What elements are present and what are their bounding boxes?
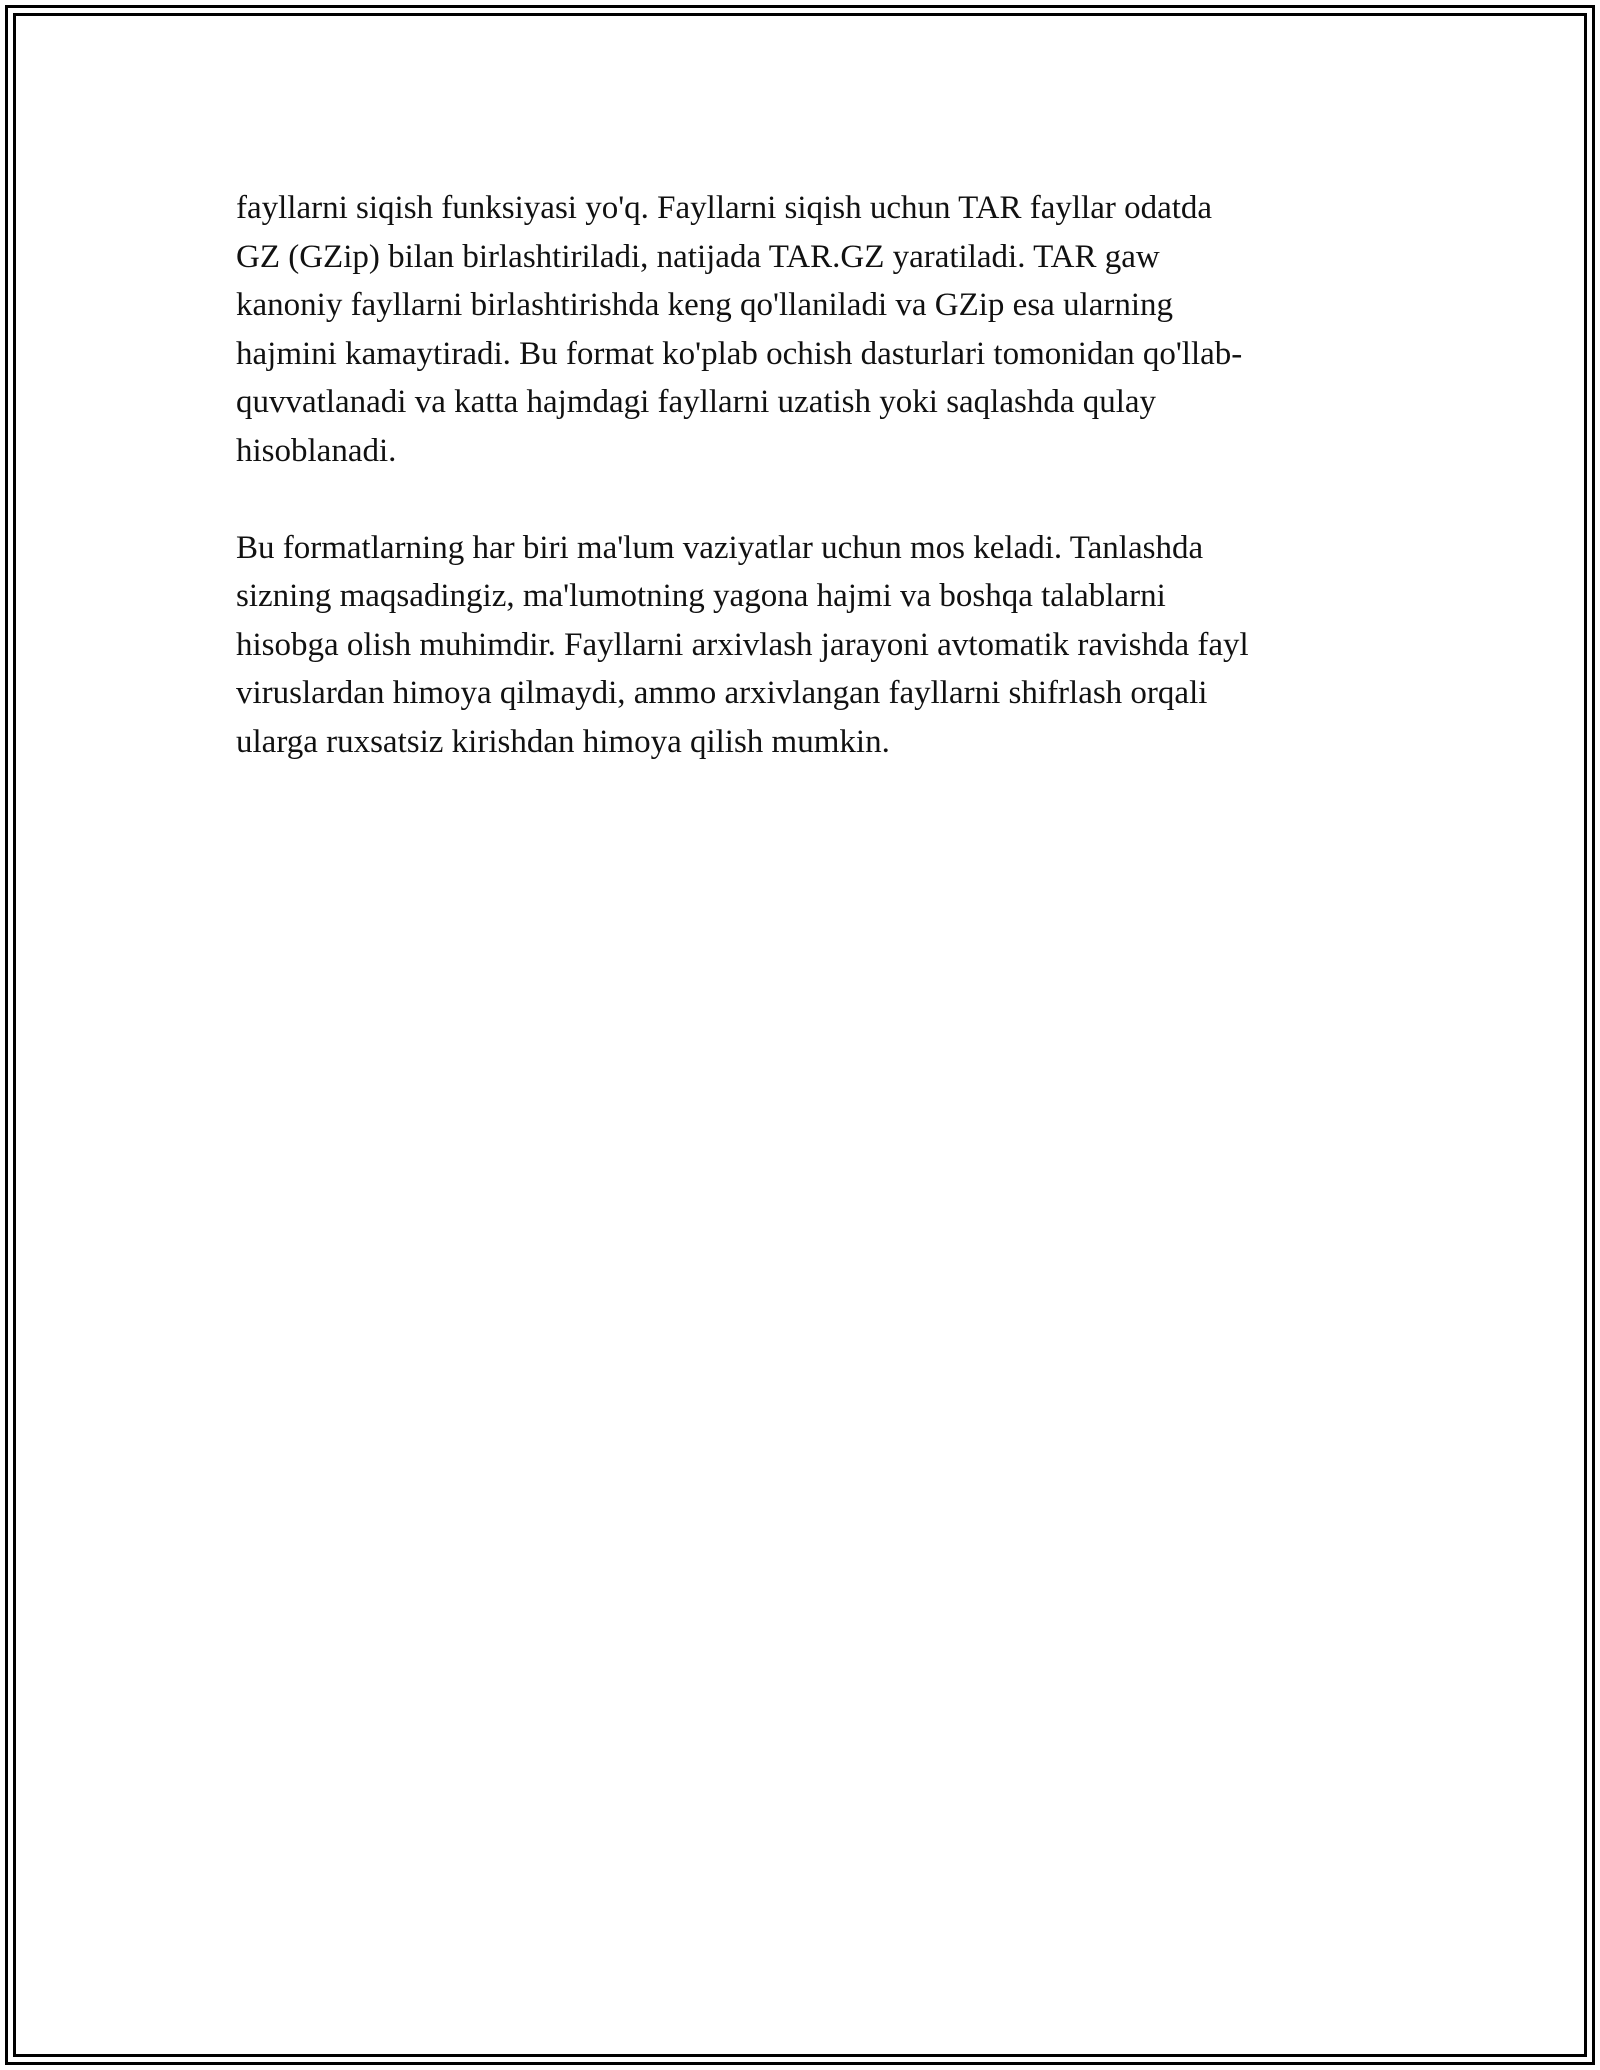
text-line: sizning maqsadingiz, ma'lumotning yagona hajmi va boshqa talablarni <box>236 578 1166 615</box>
text-line: hajmini kamaytiradi. Bu format ko'plab ochish dasturlari tomonidan qo'llab- <box>236 335 1243 372</box>
text-line: hisobga olish muhimdir. Fayllarni arxivlash jarayoni avtomatik ravishda fayl <box>236 626 1249 663</box>
text-line: fayllarni siqish funksiyasi yo'q. Fayllarni siqish uchun TAR fayllar odatda <box>236 190 1213 226</box>
paragraph-2 <box>236 524 1366 767</box>
text-line: ularga ruxsatsiz kirishdan himoya qilish mumkin. <box>236 723 890 760</box>
text-line: hisoblanadi. <box>236 432 397 469</box>
text-line: GZ (GZip) bilan birlashtiriladi, natijada TAR.GZ yaratiladi. TAR gaw <box>236 238 1160 275</box>
document-body <box>236 184 1366 815</box>
text-line: Bu formatlarning har biri ma'lum vaziyatlar uchun mos keladi. Tanlashda <box>236 529 1204 566</box>
text-line: viruslardan himoya qilmaydi, ammo arxivlangan fayllarni shifrlash orqali <box>236 675 1208 712</box>
text-line: kanoniy fayllarni birlashtirishda keng qo'llaniladi va GZip esa ularning <box>236 287 1174 324</box>
paragraph-1 <box>236 184 1366 476</box>
text-line: quvvatlanadi va katta hajmdagi fayllarni uzatish yoki saqlashda qulay <box>236 384 1157 421</box>
